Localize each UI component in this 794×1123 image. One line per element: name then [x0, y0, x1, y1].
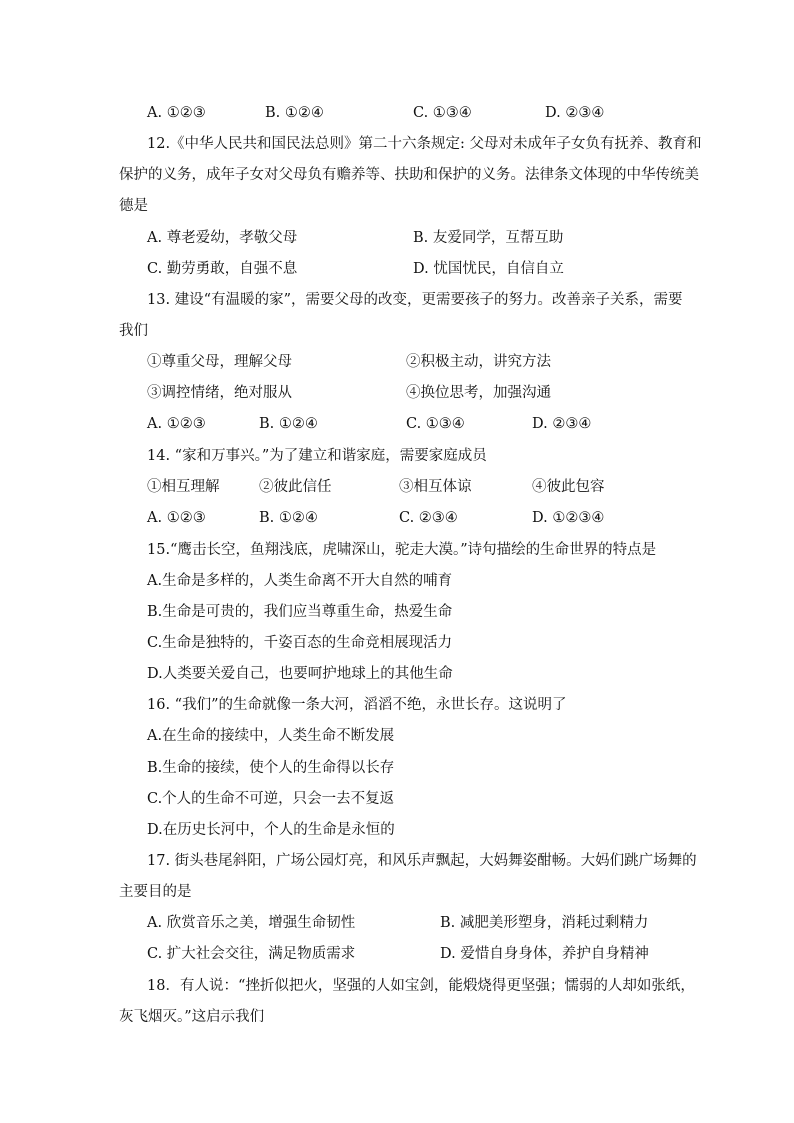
q13-option-a: A. ①②③	[147, 416, 206, 432]
q14-item-4: ④彼此包容	[532, 479, 605, 495]
q11-option-a: A. ①②③	[147, 105, 206, 121]
q17-option-c: C. 扩大社会交往，满足物质需求	[147, 946, 356, 962]
q16-option-b: B.生命的接续，使个人的生命得以长存	[147, 760, 395, 776]
q17-option-d: D. 爱惜自身身体，养护自身精神	[440, 946, 649, 962]
q17-option-a: A. 欣赏音乐之美，增强生命韧性	[147, 915, 356, 931]
q13-item-1: ①尊重父母，理解父母	[147, 354, 292, 370]
q13-stem-line-1: 13. 建设“有温暖的家”，需要父母的改变，更需要孩子的努力。改善亲子关系，需要	[147, 292, 683, 308]
q14-option-d: D. ①②③④	[532, 510, 605, 526]
q12-option-b: B. 友爱同学，互帮互助	[413, 230, 564, 246]
q12-stem-line-2: 保护的义务，成年子女对父母负有赡养等、扶助和保护的义务。法律条文体现的中华传统美	[119, 167, 699, 183]
q16-option-d: D.在历史长河中，个人的生命是永恒的	[147, 822, 395, 838]
q13-option-b: B. ①②④	[259, 416, 318, 432]
q13-option-d: D. ②③④	[532, 416, 592, 432]
q12-option-a: A. 尊老爱幼，孝敬父母	[147, 230, 298, 246]
q17-stem-line-2: 主要目的是	[119, 884, 192, 900]
q15-option-c: C.生命是独特的，千姿百态的生命竞相展现活力	[147, 635, 453, 651]
q18-stem-line-1: 18．有人说：“挫折似把火，坚强的人如宝剑，能煅烧得更坚强；懦弱的人却如张纸，	[147, 978, 695, 994]
q17-stem-line-1: 17. 街头巷尾斜阳，广场公园灯亮，和风乐声飘起，大妈舞姿酣畅。大妈们跳广场舞的	[147, 853, 697, 869]
q12-stem-line-1: 12.《中华人民共和国民法总则》第二十六条规定: 父母对未成年子女负有抚养、教育和	[147, 136, 702, 152]
q12-option-c: C. 勤劳勇敢，自强不息	[147, 261, 298, 277]
q14-item-2: ②彼此信任	[259, 479, 332, 495]
q17-option-b: B. 减肥美形塑身，消耗过剩精力	[440, 915, 649, 931]
q13-item-3: ③调控情绪，绝对服从	[147, 385, 292, 401]
q15-option-d: D.人类要关爱自己，也要呵护地球上的其他生命	[147, 666, 453, 682]
q11-option-b: B. ①②④	[265, 105, 324, 121]
q15-stem-line-1: 15.“鹰击长空，鱼翔浅底，虎啸深山，驼走大漠。”诗句描绘的生命世界的特点是	[147, 542, 657, 558]
q14-stem-line-1: 14. “家和万事兴。”为了建立和谐家庭，需要家庭成员	[147, 448, 487, 464]
q14-option-b: B. ①②④	[259, 510, 318, 526]
q14-item-3: ③相互体谅	[399, 479, 472, 495]
q16-option-c: C.个人的生命不可逆，只会一去不复返	[147, 791, 395, 807]
q13-item-4: ④换位思考，加强沟通	[406, 385, 551, 401]
q15-option-b: B.生命是可贵的，我们应当尊重生命，热爱生命	[147, 604, 453, 620]
q14-item-1: ①相互理解	[147, 479, 220, 495]
q16-option-a: A.在生命的接续中，人类生命不断发展	[147, 728, 395, 744]
q13-option-c: C. ①③④	[406, 416, 465, 432]
q11-option-d: D. ②③④	[545, 105, 605, 121]
q18-stem-line-2: 灰飞烟灭。”这启示我们	[119, 1009, 265, 1025]
q12-option-d: D. 忧国忧民，自信自立	[413, 261, 564, 277]
q12-stem-line-3: 德是	[119, 198, 148, 214]
q11-option-c: C. ①③④	[413, 105, 472, 121]
q13-stem-line-2: 我们	[119, 323, 148, 339]
q14-option-c: C. ②③④	[399, 510, 458, 526]
q15-option-a: A.生命是多样的，人类生命离不开大自然的哺育	[147, 573, 453, 589]
q16-stem-line-1: 16. “我们”的生命就像一条大河，滔滔不绝，永世长存。这说明了	[147, 697, 567, 713]
q14-option-a: A. ①②③	[147, 510, 206, 526]
q13-item-2: ②积极主动，讲究方法	[406, 354, 551, 370]
